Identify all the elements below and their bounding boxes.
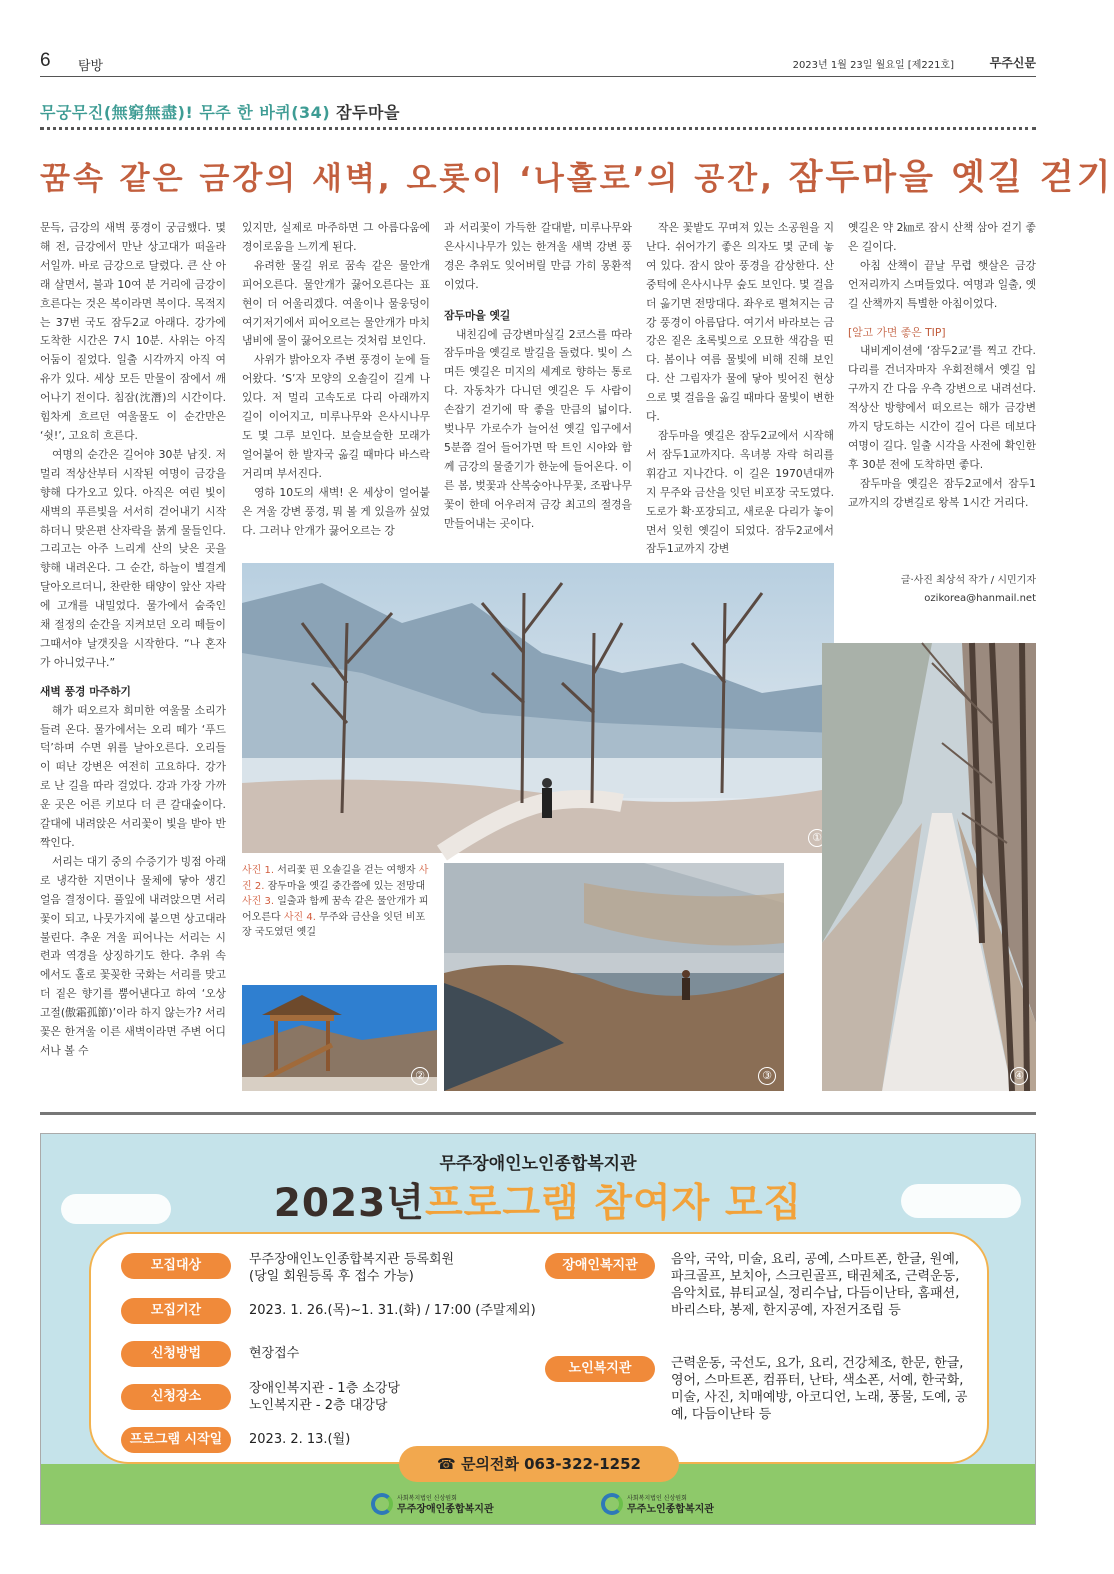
info-label-place: 신청장소 (121, 1384, 231, 1410)
logo-elderly-center: 사회복지법인 신상원회 무주노인종합복지관 (601, 1489, 714, 1519)
caption-text: 서리꽃 핀 오솔길을 걷는 여행자 (277, 865, 416, 876)
photo-3 (444, 863, 784, 1091)
info-value-target: 무주장애인노인종합복지관 등록회원 (당일 회원등록 후 접수 가능) (249, 1252, 455, 1284)
logo-icon (371, 1493, 393, 1515)
series-name: 무궁무진(無窮無盡)! 무주 한 바퀴(34) (40, 103, 331, 122)
series-subtitle: 잠두마을 (336, 103, 400, 122)
caption-label: 사진 3. (242, 896, 275, 907)
page-number: 6 (40, 50, 51, 71)
ad-title-rest: 프로그램 참여자 모집 (425, 1181, 803, 1226)
caption-text: 잠두마을 옛길 중간쯤에 있는 전망대 (267, 880, 426, 892)
paragraph: 문득, 금강의 새벽 풍경이 궁금했다. 몇 해 전, 금강에서 만난 상고대가 떠올라서일까. 바로 금강으로 달렸다. 큰 산 아래 살면서, 불과 10여 분 거리에 금강이 흐른다는 것은 복이라면 복이다. 목적지는 37번 국도 잠두2교 아래다. 강가에 도착한 시간은 7시 10분. 사위는 아직 어둠이 짙었다. 일출 시각까지 아직 여유가 있다. 세상 모든 만물이 잠에서 깨어나기 전이다. 침잠(沈潛)의 시간이다. 힘차게 흐르던 여울물도 이 순간만은 ‘쉿!’, 고요히 흐른다. (40, 221, 226, 442)
headline-part1: 꿈속 같은 금강의 새벽, 오롯이 ‘나홀로’의 공간, (40, 161, 775, 197)
info-label-target: 모집대상 (121, 1253, 231, 1279)
paragraph: 아침 산책이 끝날 무렵 햇살은 금강 언저리까지 스며들었다. 여명과 일출, 옛길 산책까지 특별한 아침이었다. (848, 258, 1036, 310)
author-email: ozikorea@hanmail.net (924, 593, 1036, 604)
photo-2 (242, 985, 437, 1091)
byline (901, 572, 1036, 608)
photo-number: ① (808, 829, 826, 847)
ad-info-box (89, 1232, 989, 1464)
headline-part2: 잠두마을 옛길 걷기 (788, 158, 1114, 198)
disabled-programs: 음악, 국악, 미술, 요리, 공예, 스마트폰, 한글, 원예, 파크골프, 보치아, 스크린골프, 태권체조, 근력운동, 음악치료, 뷰티교실, 정리수납, 다듬이난타, 홈패션, 바리스타, 봉제, 한지공예, 자전거조립 등 (671, 1252, 960, 1318)
photo-4-image (822, 643, 1036, 1091)
subheading: 잠두마을 옛길 (444, 308, 511, 322)
elderly-programs: 근력운동, 국선도, 요가, 요리, 건강체조, 한문, 한글, 영어, 스마트폰, 컴퓨터, 난타, 색소폰, 서예, 한국화, 미술, 사진, 치매예방, 아코디언, 노래, 풍물, 도예, 공예, 다듬이난타 등 (671, 1356, 968, 1422)
paragraph: 영하 10도의 새벽! 온 세상이 얼어붙은 겨울 강변 풍경, 뭐 볼 게 있을까 싶었다. 그러나 안개가 끓어오르는 강 (242, 485, 430, 537)
photo-1 (242, 563, 834, 853)
paragraph: 옛길은 약 2㎞로 잠시 산책 삼아 걷기 좋은 길이다. (848, 221, 1036, 253)
page-header (40, 50, 1036, 78)
logo-icon (601, 1493, 623, 1515)
caption-label: 사진 1. (242, 865, 275, 876)
paragraph: 내친김에 금강변마실길 2코스를 따라 잠두마을 옛길로 발길을 돌렸다. 빛이 스며든 옛길은 미지의 세계로 향하는 통로다. 자동차가 다니던 옛길은 두 사람이 손잡기 걷기에 딱 좋을 만큼의 넓이다. 벚나무 가로수가 늘어선 옛길 입구에서 5분쯤 걸어 들어가면 딱 트인 시야와 함께 금강의 물줄기가 한눈에 들어온다. 이른 봄, 벚꽃과 산복숭아나무꽃, 조팝나무꽃이 한데 어우러져 금강 최고의 절경을 만들어내는 곳이다. (444, 327, 632, 530)
photo-number: ④ (1010, 1067, 1028, 1085)
article-column-1 (40, 219, 226, 1061)
section-divider (40, 1112, 1036, 1115)
disabled-welfare-label: 장애인복지관 (545, 1253, 655, 1279)
photo-number: ③ (758, 1067, 776, 1085)
newspaper-name: 무주신문 (989, 56, 1036, 70)
caption-text: 무주와 금산을 잇던 비포장 국도였던 옛길 (242, 911, 426, 938)
tip-heading: [알고 가면 좋은 TIP] (848, 325, 946, 339)
paragraph: 과 서리꽃이 가득한 갈대밭, 미루나무와 은사시나무가 있는 한겨울 새벽 강변 풍경은 추위도 잊어버릴 만큼 가히 몽환적이었다. (444, 221, 632, 291)
paragraph: 서리는 대기 중의 수증기가 빙점 아래로 냉각한 지면이나 물체에 닿아 생긴 얼음 결정이다. 풀잎에 내려앉으면 서리꽃이 되고, 나뭇가지에 붙으면 상고대라 불린다. 추운 겨울 피어나는 서리는 시련과 역경을 상징하기도 한다. 추위 속에서도 홀로 꽃꽂한 국화는 서리를 맞고 더 짙은 향기를 뿜어낸다고 하여 ‘오상고절(傲霜孤節)’이라 하지 않는가? 서리꽃은 한겨울 이른 새벽이라면 주변 어디서나 볼 수 (40, 854, 226, 1057)
photo-2-image (242, 985, 437, 1091)
series-title (40, 100, 400, 123)
photo-3-image (444, 863, 784, 1091)
photo-number: ② (411, 1067, 429, 1085)
paragraph: 여명의 순간은 길어야 30분 남짓. 저 멀리 적상산부터 시작된 여명이 금강을 향해 다가오고 있다. 아직은 여린 빛이 새벽의 푸른빛을 서서히 걷어내기 시작하더니 맞은편 산자락을 붉게 물들인다. 그리고는 아주 느리게 산의 낮은 곳을 향해 내려온다. 그 순간, 하늘이 별결게 달아오르더니, 찬란한 태양이 앞산 자락에 고개를 내밀었다. 물가에서 숨죽인 채 절정의 순간을 지켜보던 오리 떼들이 그때서야 날갯짓을 시작한다. “나 혼자가 아니었구나.” (40, 447, 226, 669)
paragraph: 잠두마을 옛길은 잠두2교에서 시작해서 잠두1교까지다. 옥녀봉 자락 허리를 휘감고 지나간다. 이 길은 1970년대까지 무주와 금산을 잇던 비포장 국도였다. 도로가 확·포장되고, 새로운 다리가 놓이면서 잊힌 옛길이 되었다. 잠두2교에서 잠두1교까지 강변 (646, 428, 834, 556)
subheading: 새벽 풍경 마주하기 (40, 684, 131, 698)
paragraph: 사위가 밝아오자 주변 풍경이 눈에 들어왔다. ‘S’자 모양의 오솔길이 길게 나 있다. 저 멀리 고속도로 다리 아래까지 길이 이어지고, 미루나무와 은사시나무도 몇 그루 보인다. 보슬보슬한 모래가 얼어붙어 한 발자국 옮길 때마다 바스락거리며 부서진다. (242, 353, 430, 480)
paragraph: 유려한 물길 위로 꿈속 같은 물안개 피어오른다. 물안개가 끓어오른다는 표현이 더 어울리겠다. 여울이나 물웅덩이 여기저기에서 피어오르는 물안개가 마치 냄비에 물이 끓어오르는 것처럼 보인다. (242, 258, 430, 348)
info-label-period: 모집기간 (121, 1298, 231, 1324)
ad-title (41, 1172, 1035, 1228)
info-value-period: 2023. 1. 26.(목)~1. 31.(화) / 17:00 (주말제외) (249, 1303, 536, 1318)
info-value-start: 2023. 2. 13.(월) (249, 1432, 351, 1447)
paragraph: 해가 떠오르자 희미한 여울물 소리가 들려 온다. 물가에서는 오리 떼가 ‘푸드덕’하며 수면 위를 날아오른다. 오리들이 떠난 강변은 여전히 고요하다. 강가로 난 길을 따라 걸었다. 강과 가장 가까운 곳은 어른 키보다 더 큰 갈대숲이다. 갈대에 내려앉은 서리꽃이 빛을 받아 반짝인다. (40, 703, 226, 849)
article-column-3 (444, 219, 632, 534)
photo-4 (822, 643, 1036, 1091)
headline (40, 150, 1114, 200)
issue-date: 2023년 1월 23일 월요일 [제221호] (792, 60, 954, 71)
article-column-5 (848, 219, 1036, 513)
ad-organization: 무주장애인노인종합복지관 (439, 1154, 637, 1174)
caption-label: 사진 4. (283, 911, 316, 923)
author: 글·사진 최상석 작가 / 시민기자 (900, 575, 1036, 586)
paragraph: 내비게이션에 ‘잠두2교’를 찍고 간다. 다리를 건너자마자 우회전해서 옛길 입구까지 간 다음 우측 강변으로 내려선다. 적상산 방향에서 떠오르는 해가 금강변까지 당도하는 시간이 길어 다른 데보다 여명이 길다. 일출 시각을 사전에 확인한 후 30분 전에 도착하면 좋다. (848, 344, 1036, 471)
info-value-method: 현장접수 (249, 1346, 300, 1361)
photo-caption (242, 863, 432, 941)
paragraph: 작은 꽃밭도 꾸며져 있는 소공원을 지난다. 쉬어가기 좋은 의자도 몇 군데 놓여 있다. 잠시 앉아 풍경을 감상한다. 산 중턱에 은사시나무 숲도 보인다. 몇 걸음 더 옮기면 전망대다. 좌우로 펼쳐지는 금강 풍경이 아름답다. 여기서 바라보는 금강은 짙은 초록빛으로 오묘한 색감을 띤다. 봄이나 여름 물빛에 비해 진해 보인다. 산 그림자가 물에 닿아 빚어진 현상으로 몇 걸음을 옮길 때마다 물빛이 변한다. (646, 221, 834, 424)
photo-1-image (242, 563, 834, 853)
header-rule (40, 76, 1036, 77)
caption-text: 일출과 함께 꿈속 같은 물안개가 피어오른다 (242, 896, 429, 923)
info-label-method: 신청방법 (121, 1341, 231, 1367)
ad-title-year: 2023년 (273, 1181, 425, 1226)
section-name: 탐방 (78, 59, 104, 74)
advertisement (40, 1133, 1036, 1525)
paragraph: 잠두마을 옛길은 잠두2교에서 잠두1교까지의 강변길로 왕복 1시간 거리다. (848, 476, 1036, 509)
article-column-2 (242, 219, 430, 540)
caption-label: 사진 2. (242, 865, 429, 892)
paragraph: 있지만, 실제로 마주하면 그 아름다움에 경이로움을 느끼게 된다. (242, 221, 430, 253)
info-value-place: 장애인복지관 - 1층 소강당 노인복지관 - 2층 대강당 (249, 1381, 400, 1413)
article-column-4 (646, 219, 834, 559)
info-label-start: 프로그램 시작일 (121, 1427, 231, 1453)
logo-disabled-center: 사회복지법인 신상원회 무주장애인종합복지관 (371, 1489, 494, 1519)
elderly-welfare-label: 노인복지관 (545, 1356, 655, 1382)
dotted-divider (40, 127, 1036, 130)
contact-phone: ☎ 문의전화 063-322-1252 (399, 1446, 679, 1482)
